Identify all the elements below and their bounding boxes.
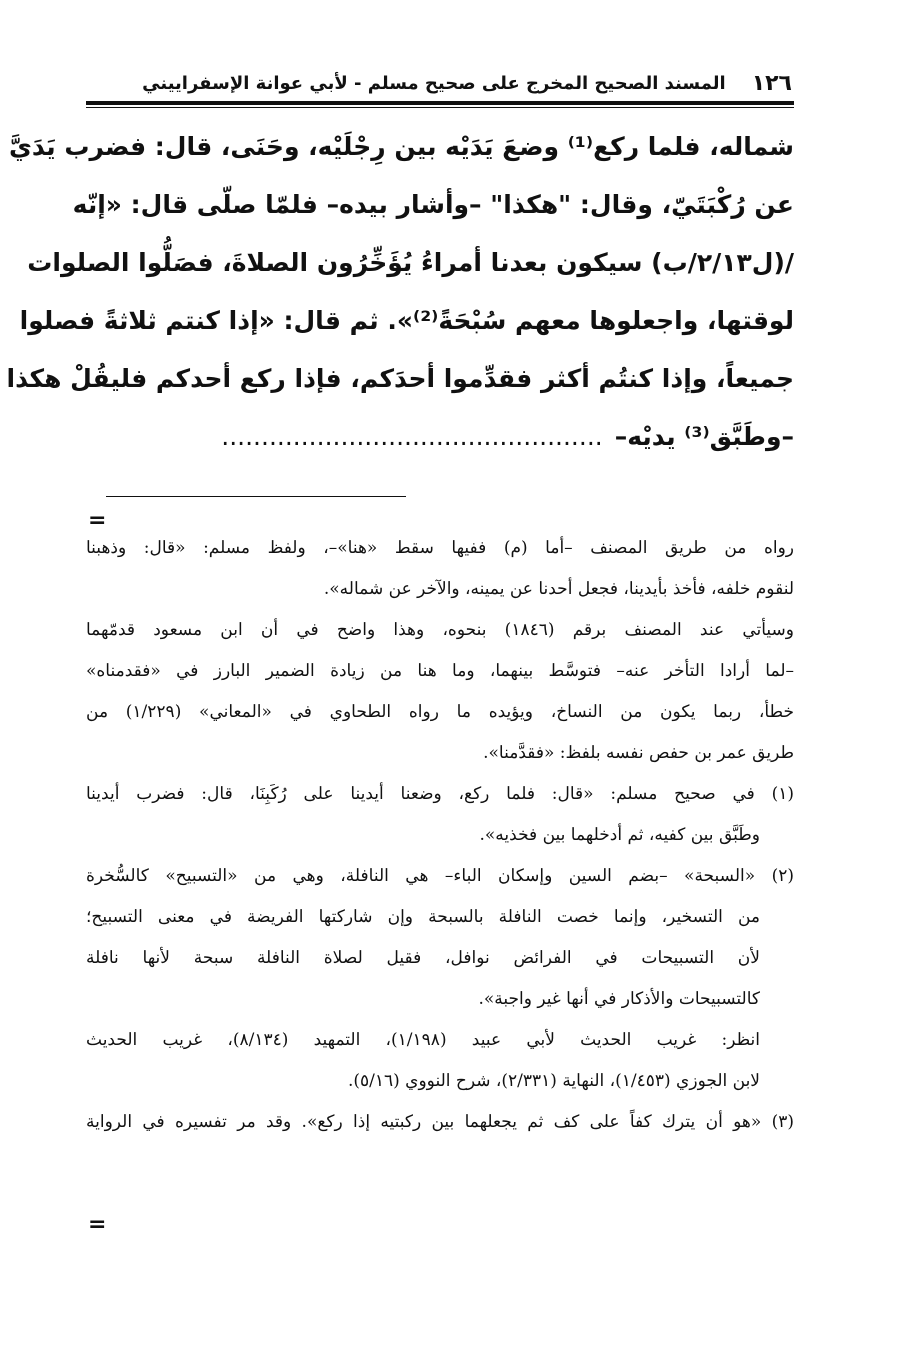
header-rule-thin [86,107,794,108]
footnote-3-line: (٣) «هو أن يترك كفاً على كف ثم يجعلهما بين ركبتيه إذا ركع». وقد مر تفسيره في الرواية [86,1112,794,1132]
main-text-line: –وطَبَّق⁽³⁾ يديْه– [614,422,794,451]
main-text-line: /(ل٢/١٣/ب) سيكون بعدنا أمراءُ يُؤَخِّرُون الصلاةَ، فصَلُّوا الصلوات [27,248,794,277]
main-text-line: جميعاً، وإذا كنتُم أكثر فقدِّموا أحدَكم، فإذا ركع أحدكم فليقُلْ هكذا [6,364,794,393]
ellipsis-dots: ................................................ [221,422,603,451]
main-text-line: لوقتها، واجعلوها معهم سُبْحَةً⁽²⁾». ثم قال: «إذا كنتم ثلاثةً فصلوا [19,306,794,335]
footnote-2-line: (٢) «السبحة» –بضم السين وإسكان الباء– هي النافلة، وهي من «التسبيح» كالسُّخرة [86,866,794,886]
footnote-line: رواه من طريق المصنف –أما (م) ففيها سقط «هنا»–، ولفظ مسلم: «قال: وذهبنا [86,538,794,558]
footnote-line: خطأ، ربما يكون من النساخ، ويؤيده ما رواه الطحاوي في «المعاني» (١/٢٢٩) من [86,702,794,722]
main-text-line: عن رُكْبَتَيّ، وقال: "هكذا" –وأشار بيده– فلمّا صلّى قال: «إنّه [72,190,794,219]
main-text [6,118,794,466]
running-title: المسند الصحيح المخرج على صحيح مسلم - لأبي عوانة الإسفراييني [142,72,726,94]
footnote-2-reference-line: لابن الجوزي (١/٤٥٣)، النهاية (٢/٣٣١)، شرح النووي (٥/١٦). [347,1071,760,1091]
footnote-2-line: من التسخير، وإنما خصت النافلة بالسبحة وإن شاركتها الفريضة في معنى التسبيح؛ [86,907,760,927]
footnote-line: –لما أرادا التأخر عنه– فتوسَّط بينهما، وما هنا من زيادة الضمير البارز في «فقدمناه» [86,661,794,681]
footnotes [86,528,794,1143]
footnote-line: طريق عمر بن حفص نفسه بلفظ: «فقدَّمنا». [483,743,794,763]
footnote-2-line: كالتسبيحات والأذكار في أنها غير واجبة». [478,989,760,1009]
footnote-1-line: (١) في صحيح مسلم: «قال: فلما ركع، وضعنا أيدينا على رُكَبِنَا، قال: فضرب أيدينا [86,784,794,804]
header-rule-thick [86,101,794,105]
footnote-line: وسيأتي عند المصنف برقم (١٨٤٦) بنحوه، وهذا واضح في أن ابن مسعود قدمّهما [86,620,794,640]
footnote-separator [106,496,406,497]
main-text-last-line [86,408,794,466]
footnote-1-line: وطَبَّق بين كفيه، ثم أدخلهما بين فخذيه». [479,825,760,845]
continuation-mark-top: = [88,508,107,533]
footnote-2-line: لأن التسبيحات في الفرائض نوافل، فقيل لصلاة النافلة سبحة لأنها نافلة [86,948,760,968]
main-text-line: شماله، فلما ركع⁽¹⁾ وضعَ يَدَيْه بين رِجْلَيْه، وحَنَى، قال: فضرب يَدَيَّ [8,132,794,161]
page-header [88,66,792,100]
page-number: ١٢٦ [751,70,792,96]
continuation-mark-bottom: = [88,1212,107,1237]
footnote-line: لنقوم خلفه، فأخذ بأيدينا، فجعل أحدنا عن يمينه، والآخر عن شماله». [323,579,794,599]
footnote-2-reference-line: انظر: غريب الحديث لأبي عبيد (١/١٩٨)، التمهيد (٨/١٣٤)، غريب الحديث [86,1030,760,1050]
